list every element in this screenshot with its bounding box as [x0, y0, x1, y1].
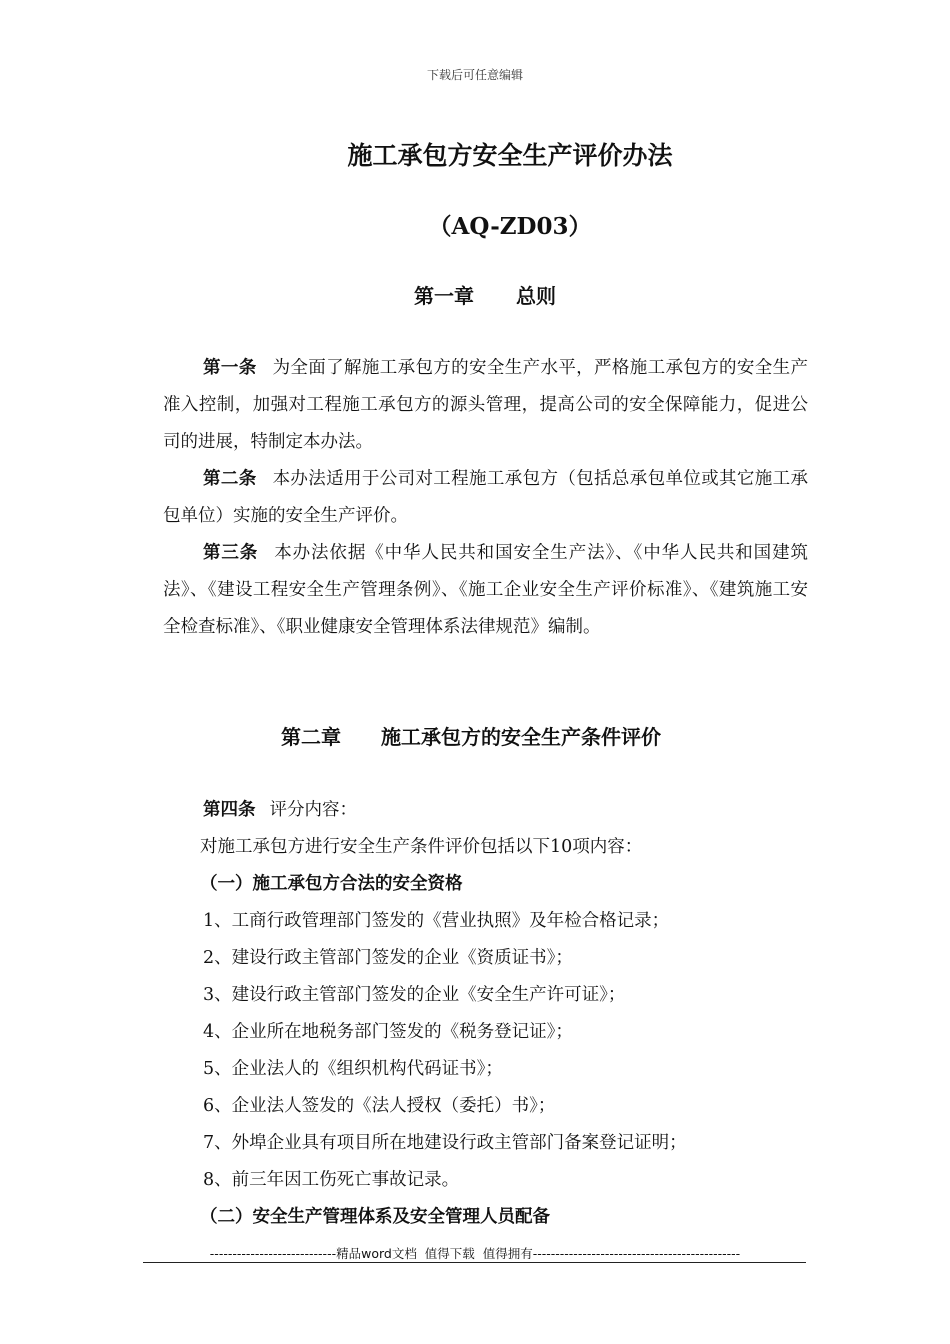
intro-line: 对施工承包方进行安全生产条件评价包括以下10项内容：	[200, 837, 643, 857]
list-item: 3、建设行政主管部门签发的企业《安全生产许可证》；	[203, 985, 626, 1005]
chapter-1-number: 第一章	[414, 284, 474, 308]
section-2-title: （二）安全生产管理体系及安全管理人员配备	[200, 1207, 550, 1227]
article-4-label: 第四条	[203, 800, 256, 820]
list-item: 4、企业所在地税务部门签发的《税务登记证》；	[203, 1022, 573, 1042]
article-3	[163, 535, 808, 646]
article-4-text: 评分内容：	[269, 800, 357, 820]
chapter-2-heading	[281, 721, 661, 750]
footer-text: ----------------------------精品word文档 值得下载 值得拥有----------------------------------------------	[209, 1246, 741, 1261]
article-1-label: 第一条	[203, 358, 257, 378]
chapter-2-name: 施工承包方的安全生产条件评价	[381, 725, 661, 749]
article-1-text: 为全面了解施工承包方的安全生产水平，严格施工承包方的安全生产准入控制，加强对工程施工承包方的源头管理，提高公司的安全保障能力，促进公司的进展，特制定本办法。	[163, 358, 808, 452]
list-item: 6、企业法人签发的《法人授权（委托）书》；	[203, 1096, 556, 1116]
article-1	[163, 350, 808, 461]
document-title: 施工承包方安全生产评价办法	[347, 141, 673, 170]
document-code: （AQ-ZD03）	[428, 213, 592, 240]
article-2-label: 第二条	[203, 469, 257, 489]
article-2	[163, 461, 808, 535]
article-3-label: 第三条	[203, 543, 259, 563]
list-item: 1、工商行政管理部门签发的《营业执照》及年检合格记录；	[203, 911, 670, 931]
article-2-text: 本办法适用于公司对工程施工承包方（包括总承包单位或其它施工承包单位）实施的安全生产评价。	[163, 469, 808, 526]
list-item: 8、前三年因工伤死亡事故记录。	[203, 1170, 460, 1190]
list-item: 5、企业法人的《组织机构代码证书》；	[203, 1059, 503, 1079]
chapter-2-number: 第二章	[281, 725, 341, 749]
article-4	[203, 792, 357, 829]
chapter-1-name: 总则	[516, 284, 556, 308]
header-note: 下载后可任意编辑	[426, 68, 523, 82]
footer-rule	[143, 1262, 806, 1263]
list-item: 2、建设行政主管部门签发的企业《资质证书》；	[203, 948, 573, 968]
section-1-title: （一）施工承包方合法的安全资格	[200, 874, 463, 894]
article-3-text: 本办法依据《中华人民共和国安全生产法》、《中华人民共和国建筑法》、《建设工程安全生产管理条例》、《施工企业安全生产评价标准》、《建筑施工安全检查标准》、《职业健康安全管理体系法律规范》编制。	[163, 543, 808, 637]
chapter-1-heading	[414, 280, 556, 309]
list-item: 7、外埠企业具有项目所在地建设行政主管部门备案登记证明；	[203, 1133, 687, 1153]
